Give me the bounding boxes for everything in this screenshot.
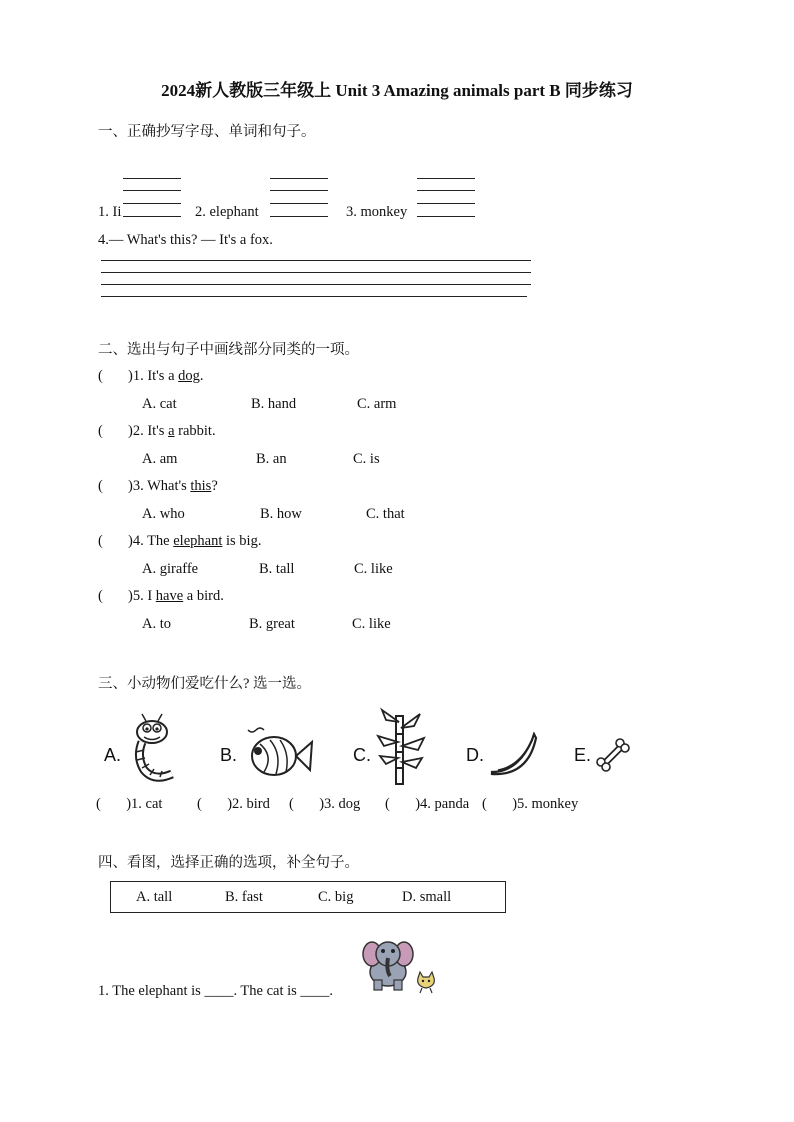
choice-big: C. big (318, 889, 354, 905)
question-text: )1. It's a (128, 368, 179, 384)
choice-fast: B. fast (225, 889, 263, 905)
option-4-b: B. tall (259, 561, 295, 577)
elephant-icon (360, 936, 416, 992)
question-text: )5. I (128, 588, 156, 604)
underlined-word: dog (178, 368, 200, 384)
fill-sentence: 1. The elephant is ____. The cat is ____. (98, 983, 334, 999)
question-2 (128, 423, 216, 440)
question-tail: . (199, 368, 204, 384)
option-4-c: C. like (354, 561, 393, 577)
question-1 (128, 368, 204, 385)
answer-panda: ( )4. panda (385, 796, 470, 812)
option-3-a: A. who (142, 506, 185, 522)
answer-paren-3: ( (98, 478, 103, 494)
question-4 (128, 533, 261, 550)
option-1-b: B. hand (251, 396, 297, 412)
section-2-heading: 二、选出与句子中画线部分同类的一项。 (98, 342, 359, 358)
option-5-b: B. great (249, 616, 295, 632)
fish-icon (242, 726, 316, 782)
answer-paren-4: ( (98, 533, 103, 549)
option-1-a: A. cat (142, 396, 177, 412)
item-ii: 1. Ii (98, 204, 122, 220)
picture-letter-e: E. (574, 745, 592, 765)
question-text: )2. It's (128, 423, 169, 439)
answer-paren-1: ( (98, 368, 103, 384)
option-5-a: A. to (142, 616, 171, 632)
choice-small: D. small (402, 889, 452, 905)
item-elephant: 2. elephant (195, 204, 259, 220)
picture-letter-c: C. (353, 745, 371, 765)
section-3-heading: 三、小动物们爱吃什么? 选一选。 (98, 676, 312, 692)
picture-letter-d: D. (466, 745, 484, 765)
item-monkey: 3. monkey (346, 204, 408, 220)
question-3 (128, 478, 218, 495)
bamboo-icon (374, 706, 426, 786)
banana-icon (488, 732, 538, 776)
picture-letter-a: A. (104, 745, 122, 765)
option-2-b: B. an (256, 451, 287, 467)
section-4-heading: 四、看图，选择正确的选项，补全句子。 (98, 855, 359, 871)
answer-paren-5: ( (98, 588, 103, 604)
question-tail: ? (211, 478, 218, 494)
question-5 (128, 588, 224, 605)
underlined-word: this (190, 478, 212, 494)
option-5-c: C. like (352, 616, 391, 632)
answer-paren-2: ( (98, 423, 103, 439)
item-sentence: 4.— What's this? — It's a fox. (98, 232, 273, 248)
answer-cat: ( )1. cat (96, 796, 163, 812)
answer-monkey: ( )5. monkey (482, 796, 579, 812)
option-1-c: C. arm (357, 396, 397, 412)
page-title: 2024新人教版三年级上 Unit 3 Amazing animals part B 同步练习 (161, 81, 633, 100)
underlined-word: a (168, 423, 175, 439)
cat-icon (414, 970, 438, 994)
question-tail: rabbit. (174, 423, 216, 439)
answer-dog: ( )3. dog (289, 796, 361, 812)
option-3-c: C. that (366, 506, 405, 522)
option-2-a: A. am (142, 451, 178, 467)
bone-icon (596, 738, 630, 772)
picture-letter-b: B. (220, 745, 238, 765)
option-4-a: A. giraffe (142, 561, 199, 577)
answer-bird: ( )2. bird (197, 796, 270, 812)
underlined-word: elephant (173, 533, 223, 549)
worm-icon (122, 712, 178, 784)
question-tail: a bird. (183, 588, 224, 604)
question-text: )4. The (128, 533, 174, 549)
question-tail: is big. (222, 533, 262, 549)
underlined-word: have (155, 588, 184, 604)
section-1-heading: 一、正确抄写字母、单词和句子。 (98, 124, 316, 140)
option-3-b: B. how (260, 506, 302, 522)
choice-tall: A. tall (136, 889, 173, 905)
question-text: )3. What's (128, 478, 191, 494)
option-2-c: C. is (353, 451, 380, 467)
